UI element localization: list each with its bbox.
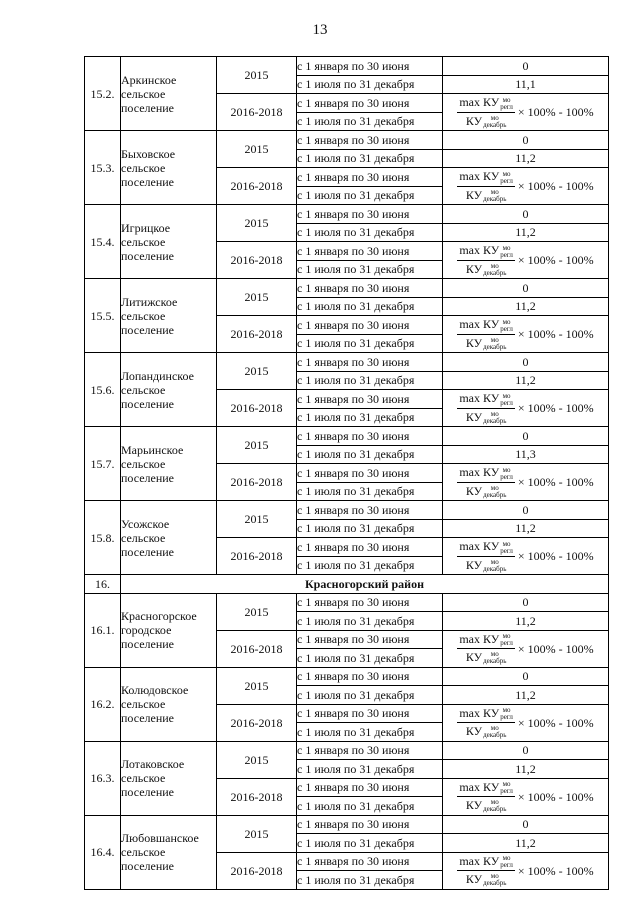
district-name: Красногорский район	[121, 575, 609, 594]
year-2015: 2015	[217, 279, 297, 316]
value-second-half: 11,2	[443, 612, 609, 631]
value-second-half: 11,2	[443, 760, 609, 779]
formula-cell	[443, 316, 609, 353]
value-second-half: 11,2	[443, 297, 609, 316]
formula-numerator-text: max КУ	[459, 779, 500, 794]
formula-numerator-sup: мо	[502, 465, 511, 474]
formula-numerator-text: max КУ	[459, 853, 500, 868]
period-second-half: с 1 июля по 31 декабря	[297, 112, 443, 131]
year-2015: 2015	[217, 205, 297, 242]
tariff-formula	[457, 169, 593, 203]
formula-denominator-sup: мо	[490, 650, 499, 659]
formula-denominator-text: КУ	[465, 650, 483, 664]
settlement-row	[85, 667, 609, 686]
formula-numerator-indices	[500, 467, 513, 481]
formula-numerator-text: max КУ	[459, 705, 500, 720]
formula-denominator	[466, 723, 507, 739]
formula-denominator	[466, 871, 507, 887]
formula-cell	[443, 464, 609, 501]
formula-numerator-sub: регл	[500, 713, 513, 721]
settlement-name: Игрицкое сельское поселение	[121, 205, 217, 279]
period-second-half: с 1 июля по 31 декабря	[297, 334, 443, 353]
year-2016-2018: 2016-2018	[217, 538, 297, 575]
formula-denominator-text: КУ	[465, 483, 483, 498]
settlement-number: 15.2.	[85, 57, 121, 131]
settlement-row	[85, 279, 609, 298]
period-second-half: с 1 июля по 31 декабря	[297, 482, 443, 501]
formula-cell	[443, 390, 609, 427]
formula-numerator-indices	[500, 319, 513, 333]
formula-numerator-sub: регл	[500, 472, 513, 481]
formula-numerator-indices	[500, 171, 513, 185]
settlement-name: Марьинское сельское поселение	[121, 427, 217, 501]
formula-numerator	[457, 95, 515, 112]
formula-denominator-text: КУ	[465, 187, 483, 202]
value-second-half: 11,2	[443, 223, 609, 242]
formula-denominator	[466, 261, 507, 277]
value-first-half: 0	[443, 667, 609, 686]
formula-tail: × 100% - 100%	[517, 179, 594, 193]
period-first-half: с 1 января по 30 июня	[297, 94, 443, 113]
settlement-row	[85, 205, 609, 224]
formula-denominator	[466, 483, 507, 499]
period-second-half: с 1 июля по 31 декабря	[297, 260, 443, 279]
formula-numerator-sup: мо	[502, 391, 511, 400]
formula-denominator-indices	[483, 411, 506, 425]
formula-denominator-sup: мо	[490, 335, 499, 344]
formula-cell	[443, 778, 609, 815]
period-second-half: с 1 июля по 31 декабря	[297, 75, 443, 94]
settlement-number: 15.4.	[85, 205, 121, 279]
settlement-name: Усожское сельское поселение	[121, 501, 217, 575]
period-second-half: с 1 июля по 31 декабря	[297, 649, 443, 668]
value-second-half: 11,3	[443, 445, 609, 464]
period-second-half: с 1 июля по 31 декабря	[297, 797, 443, 816]
formula-numerator	[457, 243, 515, 260]
settlement-name: Быховское сельское поселение	[121, 131, 217, 205]
formula-denominator	[466, 649, 507, 665]
formula-numerator-text: max КУ	[459, 539, 500, 554]
formula-tail: × 100% - 100%	[517, 863, 594, 878]
formula-numerator	[457, 632, 515, 649]
formula-tail: × 100% - 100%	[517, 549, 594, 563]
year-2015: 2015	[217, 131, 297, 168]
formula-denominator	[466, 335, 507, 351]
settlement-name: Лотаковское сельское поселение	[121, 741, 217, 815]
formula-denominator-indices	[483, 115, 506, 129]
formula-tail: × 100% - 100%	[517, 641, 594, 656]
period-first-half: с 1 января по 30 июня	[297, 538, 443, 557]
formula-tail: × 100% - 100%	[517, 327, 594, 341]
year-2016-2018: 2016-2018	[217, 316, 297, 353]
period-second-half: с 1 июля по 31 декабря	[297, 834, 443, 853]
settlement-row	[85, 353, 609, 372]
period-first-half: с 1 января по 30 июня	[297, 704, 443, 723]
formula-numerator-sup: мо	[502, 632, 511, 640]
formula-numerator-sup: мо	[502, 854, 511, 862]
formula-denominator-indices	[483, 189, 506, 203]
year-2016-2018: 2016-2018	[217, 242, 297, 279]
formula-denominator	[466, 797, 507, 813]
formula-numerator-text: max КУ	[459, 391, 500, 406]
formula-cell	[443, 168, 609, 205]
formula-numerator	[457, 854, 515, 871]
formula-tail: × 100% - 100%	[517, 475, 594, 489]
period-first-half: с 1 января по 30 июня	[297, 168, 443, 187]
formula-numerator-indices	[500, 855, 513, 869]
district-number: 16.	[85, 575, 121, 594]
period-second-half: с 1 июля по 31 декабря	[297, 519, 443, 538]
value-first-half: 0	[443, 353, 609, 372]
period-first-half: с 1 января по 30 июня	[297, 205, 443, 224]
formula-numerator-indices	[500, 633, 513, 647]
period-second-half: с 1 июля по 31 декабря	[297, 723, 443, 742]
period-first-half: с 1 января по 30 июня	[297, 427, 443, 446]
period-second-half: с 1 июля по 31 декабря	[297, 223, 443, 242]
settlement-row	[85, 741, 609, 760]
formula-denominator-sup: мо	[490, 724, 499, 733]
formula-denominator-indices	[483, 725, 506, 739]
tariff-formula	[457, 780, 593, 814]
formula-numerator-sup: мо	[502, 169, 511, 178]
formula-denominator-text: КУ	[465, 113, 483, 128]
period-second-half: с 1 июля по 31 декабря	[297, 297, 443, 316]
formula-denominator-text: КУ	[465, 872, 483, 886]
formula-denominator-sub: декабрь	[483, 416, 507, 425]
formula-denominator-sub: декабрь	[483, 490, 507, 499]
formula-fraction	[457, 317, 515, 351]
formula-denominator-text: КУ	[465, 335, 483, 350]
formula-denominator-indices	[483, 799, 506, 813]
period-first-half: с 1 января по 30 июня	[297, 390, 443, 409]
settlement-number: 16.1.	[85, 593, 121, 667]
settlement-number: 15.7.	[85, 427, 121, 501]
year-2016-2018: 2016-2018	[217, 94, 297, 131]
formula-denominator-sup: мо	[490, 483, 499, 492]
settlement-row	[85, 593, 609, 612]
formula-numerator-text: max КУ	[459, 169, 500, 184]
settlement-name: Лопандинское сельское поселение	[121, 353, 217, 427]
formula-denominator-sub: декабрь	[483, 879, 507, 888]
value-second-half: 11,1	[443, 75, 609, 94]
period-second-half: с 1 июля по 31 декабря	[297, 149, 443, 168]
formula-numerator	[457, 391, 515, 408]
settlement-row	[85, 427, 609, 446]
period-first-half: с 1 января по 30 июня	[297, 131, 443, 150]
formula-numerator-sub: регл	[500, 861, 513, 869]
formula-numerator	[457, 465, 515, 482]
formula-cell	[443, 538, 609, 575]
formula-fraction	[457, 539, 515, 573]
settlement-number: 15.6.	[85, 353, 121, 427]
formula-numerator-sup: мо	[502, 706, 511, 714]
value-first-half: 0	[443, 741, 609, 760]
formula-denominator-sub: декабрь	[483, 564, 507, 573]
formula-fraction	[457, 169, 515, 203]
tariff-formula	[457, 95, 593, 129]
formula-numerator-sup: мо	[502, 539, 511, 548]
year-2015: 2015	[217, 667, 297, 704]
period-first-half: с 1 января по 30 июня	[297, 852, 443, 871]
value-first-half: 0	[443, 205, 609, 224]
settlement-number: 16.3.	[85, 741, 121, 815]
settlement-number: 15.3.	[85, 131, 121, 205]
period-first-half: с 1 января по 30 июня	[297, 741, 443, 760]
formula-numerator-indices	[500, 245, 513, 259]
formula-denominator-sup: мо	[490, 187, 499, 196]
period-second-half: с 1 июля по 31 декабря	[297, 686, 443, 705]
value-first-half: 0	[443, 57, 609, 76]
formula-numerator-sub: регл	[500, 398, 513, 407]
period-second-half: с 1 июля по 31 декабря	[297, 445, 443, 464]
formula-denominator-sub: декабрь	[483, 268, 507, 277]
formula-numerator-sub: регл	[500, 324, 513, 333]
period-first-half: с 1 января по 30 июня	[297, 815, 443, 834]
formula-denominator-sup: мо	[490, 261, 499, 270]
formula-cell	[443, 242, 609, 279]
formula-numerator-text: max КУ	[459, 465, 500, 480]
tariff-formula	[457, 539, 593, 573]
settlement-name: Аркинское сельское поселение	[121, 57, 217, 131]
formula-cell	[443, 630, 609, 667]
formula-denominator-sup: мо	[490, 409, 499, 418]
formula-tail: × 100% - 100%	[517, 401, 594, 415]
formula-denominator-sup: мо	[490, 557, 499, 566]
period-first-half: с 1 января по 30 июня	[297, 316, 443, 335]
period-first-half: с 1 января по 30 июня	[297, 593, 443, 612]
formula-numerator	[457, 706, 515, 723]
formula-fraction	[457, 243, 515, 277]
formula-cell	[443, 94, 609, 131]
tariff-formula	[457, 632, 593, 666]
formula-tail: × 100% - 100%	[517, 253, 594, 267]
value-first-half: 0	[443, 593, 609, 612]
period-first-half: с 1 января по 30 июня	[297, 501, 443, 520]
formula-numerator-sup: мо	[502, 317, 511, 326]
formula-numerator-indices	[500, 781, 513, 795]
period-first-half: с 1 января по 30 июня	[297, 57, 443, 76]
tariff-formula	[457, 243, 593, 277]
settlement-number: 16.4.	[85, 815, 121, 889]
formula-denominator-text: КУ	[465, 798, 483, 812]
period-first-half: с 1 января по 30 июня	[297, 242, 443, 261]
period-first-half: с 1 января по 30 июня	[297, 778, 443, 797]
formula-fraction	[457, 632, 515, 666]
tariff-formula	[457, 854, 593, 888]
formula-numerator-sub: регл	[500, 787, 513, 795]
formula-numerator-sup: мо	[502, 95, 511, 104]
year-2015: 2015	[217, 427, 297, 464]
formula-fraction	[457, 854, 515, 888]
value-first-half: 0	[443, 279, 609, 298]
period-first-half: с 1 января по 30 июня	[297, 630, 443, 649]
value-second-half: 11,2	[443, 834, 609, 853]
formula-numerator-sup: мо	[502, 780, 511, 788]
year-2015: 2015	[217, 593, 297, 630]
period-second-half: с 1 июля по 31 декабря	[297, 371, 443, 390]
tariff-formula	[457, 465, 593, 499]
formula-fraction	[457, 465, 515, 499]
formula-denominator	[466, 557, 507, 573]
formula-fraction	[457, 391, 515, 425]
formula-numerator-indices	[500, 707, 513, 721]
settlement-row	[85, 131, 609, 150]
formula-numerator-text: max КУ	[459, 317, 500, 332]
period-second-half: с 1 июля по 31 декабря	[297, 186, 443, 205]
year-2016-2018: 2016-2018	[217, 168, 297, 205]
value-second-half: 11,2	[443, 371, 609, 390]
formula-numerator-text: max КУ	[459, 95, 500, 110]
formula-cell	[443, 704, 609, 741]
formula-numerator-sub: регл	[500, 102, 513, 111]
value-first-half: 0	[443, 815, 609, 834]
page-number: 13	[312, 22, 328, 38]
formula-denominator-indices	[483, 559, 506, 573]
tariff-table	[84, 56, 609, 890]
period-second-half: с 1 июля по 31 декабря	[297, 408, 443, 427]
formula-denominator-sup: мо	[490, 113, 499, 122]
formula-denominator-sub: декабрь	[483, 194, 507, 203]
formula-numerator-sub: регл	[500, 250, 513, 259]
formula-denominator-indices	[483, 263, 506, 277]
period-first-half: с 1 января по 30 июня	[297, 279, 443, 298]
settlement-row	[85, 57, 609, 76]
period-first-half: с 1 января по 30 июня	[297, 353, 443, 372]
formula-numerator	[457, 317, 515, 334]
year-2016-2018: 2016-2018	[217, 630, 297, 667]
formula-numerator-sup: мо	[502, 243, 511, 252]
value-second-half: 11,2	[443, 686, 609, 705]
formula-denominator-text: КУ	[465, 724, 483, 738]
formula-denominator-text: КУ	[465, 409, 483, 424]
year-2016-2018: 2016-2018	[217, 778, 297, 815]
formula-numerator-indices	[500, 541, 513, 555]
settlement-number: 16.2.	[85, 667, 121, 741]
formula-denominator-sub: декабрь	[483, 657, 507, 666]
period-second-half: с 1 июля по 31 декабря	[297, 760, 443, 779]
year-2015: 2015	[217, 57, 297, 94]
formula-denominator-sup: мо	[490, 872, 499, 881]
tariff-formula	[457, 317, 593, 351]
formula-denominator-text: КУ	[465, 557, 483, 572]
year-2016-2018: 2016-2018	[217, 390, 297, 427]
formula-numerator-sub: регл	[500, 639, 513, 647]
formula-numerator	[457, 169, 515, 186]
period-first-half: с 1 января по 30 июня	[297, 667, 443, 686]
period-second-half: с 1 июля по 31 декабря	[297, 871, 443, 890]
district-row	[85, 575, 609, 594]
settlement-name: Любовшанское сельское поселение	[121, 815, 217, 889]
year-2015: 2015	[217, 501, 297, 538]
formula-numerator-text: max КУ	[459, 243, 500, 258]
year-2015: 2015	[217, 741, 297, 778]
formula-denominator-indices	[483, 337, 506, 351]
formula-numerator-sub: регл	[500, 176, 513, 185]
value-second-half: 11,2	[443, 519, 609, 538]
formula-denominator-text: КУ	[465, 261, 483, 276]
period-second-half: с 1 июля по 31 декабря	[297, 556, 443, 575]
formula-fraction	[457, 706, 515, 740]
value-first-half: 0	[443, 501, 609, 520]
formula-tail: × 100% - 100%	[517, 715, 594, 730]
settlement-name: Литижское сельское поселение	[121, 279, 217, 353]
formula-fraction	[457, 780, 515, 814]
year-2016-2018: 2016-2018	[217, 464, 297, 501]
settlement-row	[85, 501, 609, 520]
formula-denominator-sub: декабрь	[483, 120, 507, 129]
settlement-name: Колюдовское сельское поселение	[121, 667, 217, 741]
formula-numerator	[457, 780, 515, 797]
formula-denominator-indices	[483, 651, 506, 665]
formula-numerator-indices	[500, 97, 513, 111]
year-2015: 2015	[217, 353, 297, 390]
formula-tail: × 100% - 100%	[517, 789, 594, 804]
formula-denominator	[466, 187, 507, 203]
formula-denominator	[466, 113, 507, 129]
formula-tail: × 100% - 100%	[517, 105, 594, 119]
year-2016-2018: 2016-2018	[217, 704, 297, 741]
formula-denominator-indices	[483, 873, 506, 887]
tariff-formula	[457, 391, 593, 425]
tariff-formula	[457, 706, 593, 740]
formula-numerator-sub: регл	[500, 546, 513, 555]
formula-denominator-sup: мо	[490, 798, 499, 807]
settlement-number: 15.8.	[85, 501, 121, 575]
formula-denominator	[466, 409, 507, 425]
formula-numerator-indices	[500, 393, 513, 407]
value-second-half: 11,2	[443, 149, 609, 168]
formula-cell	[443, 852, 609, 889]
formula-denominator-sub: декабрь	[483, 342, 507, 351]
value-first-half: 0	[443, 131, 609, 150]
formula-denominator-sub: декабрь	[483, 805, 507, 814]
formula-numerator-text: max КУ	[459, 631, 500, 646]
settlement-number: 15.5.	[85, 279, 121, 353]
year-2015: 2015	[217, 815, 297, 852]
value-first-half: 0	[443, 427, 609, 446]
period-first-half: с 1 января по 30 июня	[297, 464, 443, 483]
formula-denominator-sub: декабрь	[483, 731, 507, 740]
formula-denominator-indices	[483, 485, 506, 499]
formula-numerator	[457, 539, 515, 556]
year-2016-2018: 2016-2018	[217, 852, 297, 889]
period-second-half: с 1 июля по 31 декабря	[297, 612, 443, 631]
settlement-row	[85, 815, 609, 834]
settlement-name: Красногорское городское поселение	[121, 593, 217, 667]
formula-fraction	[457, 95, 515, 129]
